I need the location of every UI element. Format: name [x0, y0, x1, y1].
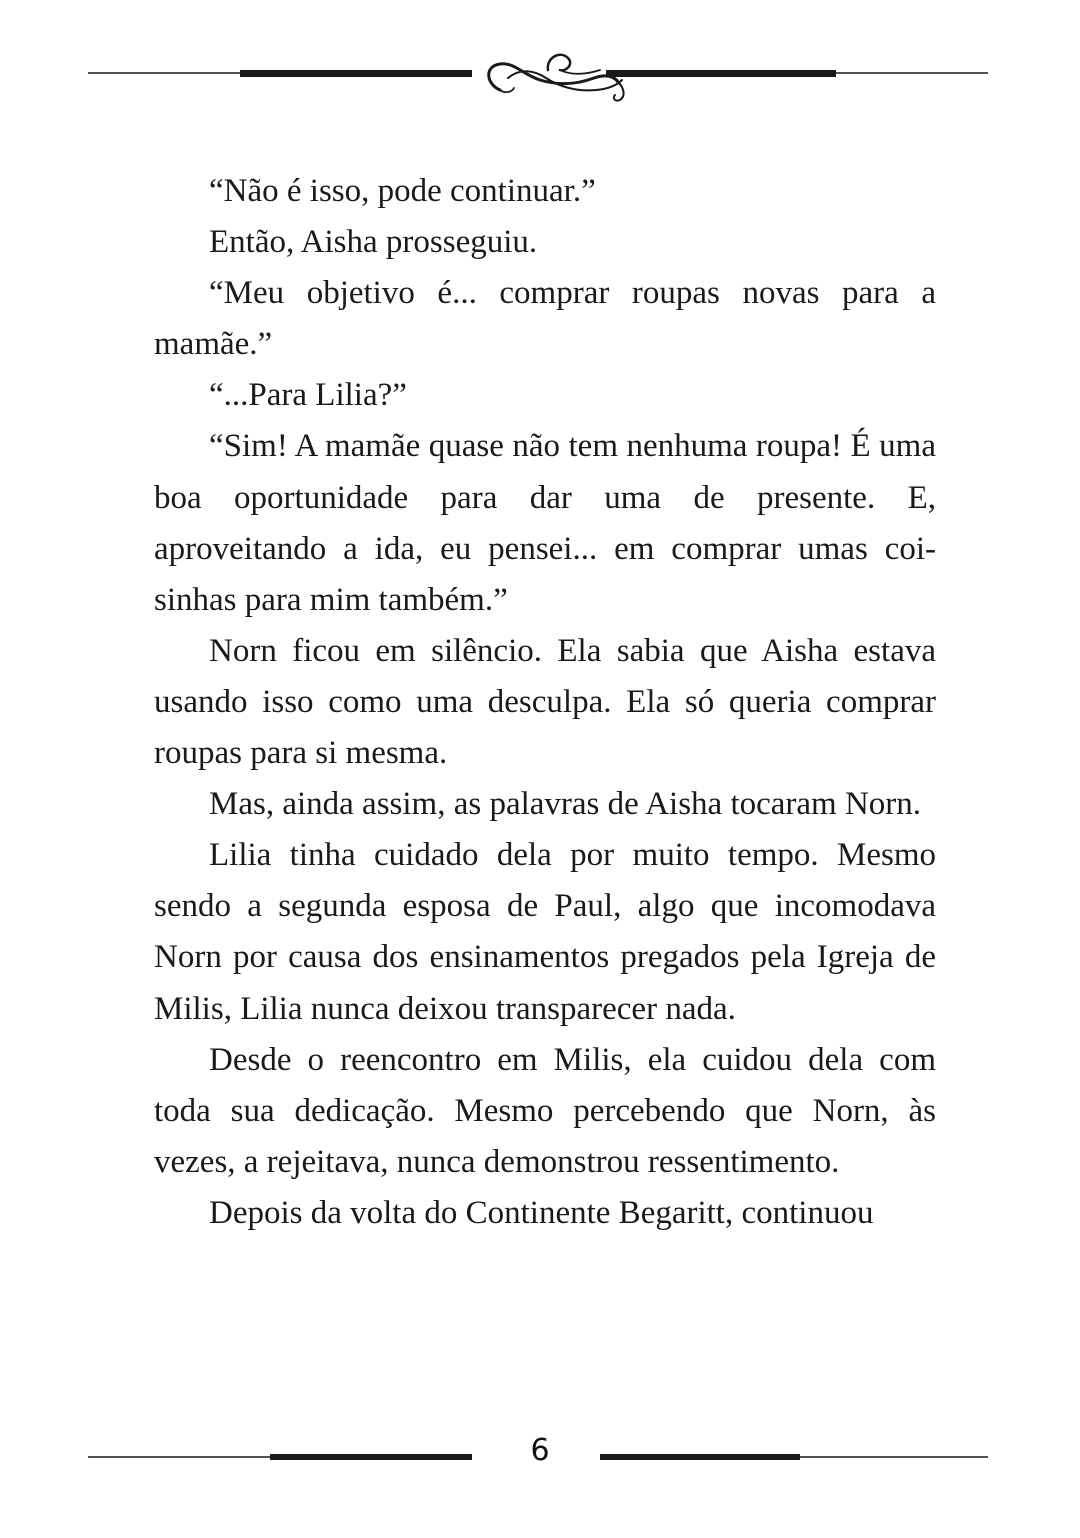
paragraph: Depois da volta do Continente Begaritt, continuou	[209, 1194, 874, 1231]
header-ornament	[0, 40, 1080, 110]
paragraph: “Sim! A mamãe quase não tem nenhuma roupa! É uma boa oportunidade para dar uma de presente. E, aproveitando a ida, eu pensei... em comprar umas coisinhas para mim também.”	[154, 428, 936, 618]
page-footer	[0, 1425, 1080, 1485]
page-body	[154, 166, 936, 1239]
page-number: 6	[530, 1433, 550, 1468]
paragraph: Norn ficou em silêncio. Ela sabia que Aisha estava usando isso como uma desculpa. Ela só queria comprar roupas para si mesma.	[154, 632, 936, 772]
paragraph: “...Para Lilia?”	[209, 377, 407, 414]
paragraph: Então, Aisha prosseguiu.	[209, 224, 538, 261]
paragraph: Lilia tinha cuidado dela por muito tempo. Mesmo sendo a segunda esposa de Paul, algo que incomodava Norn por causa dos ensinamentos pregados pela Igreja de Milis, Lilia nunca deixou transparecer nada.	[154, 837, 936, 1027]
paragraph: Mas, ainda assim, as palavras de Aisha tocaram Norn.	[209, 786, 922, 823]
flourish-ornament-icon	[0, 40, 1080, 110]
paragraph: “Não é isso, pode continuar.”	[209, 173, 596, 209]
paragraph: Desde o reencontro em Milis, ela cuidou dela com toda sua dedicação. Mesmo percebendo que Norn, às vezes, a rejeitava, nunca demonstrou ressentimento.	[154, 1041, 936, 1180]
paragraph: “Meu objetivo é... comprar roupas novas para a mamãe.”	[154, 275, 936, 363]
